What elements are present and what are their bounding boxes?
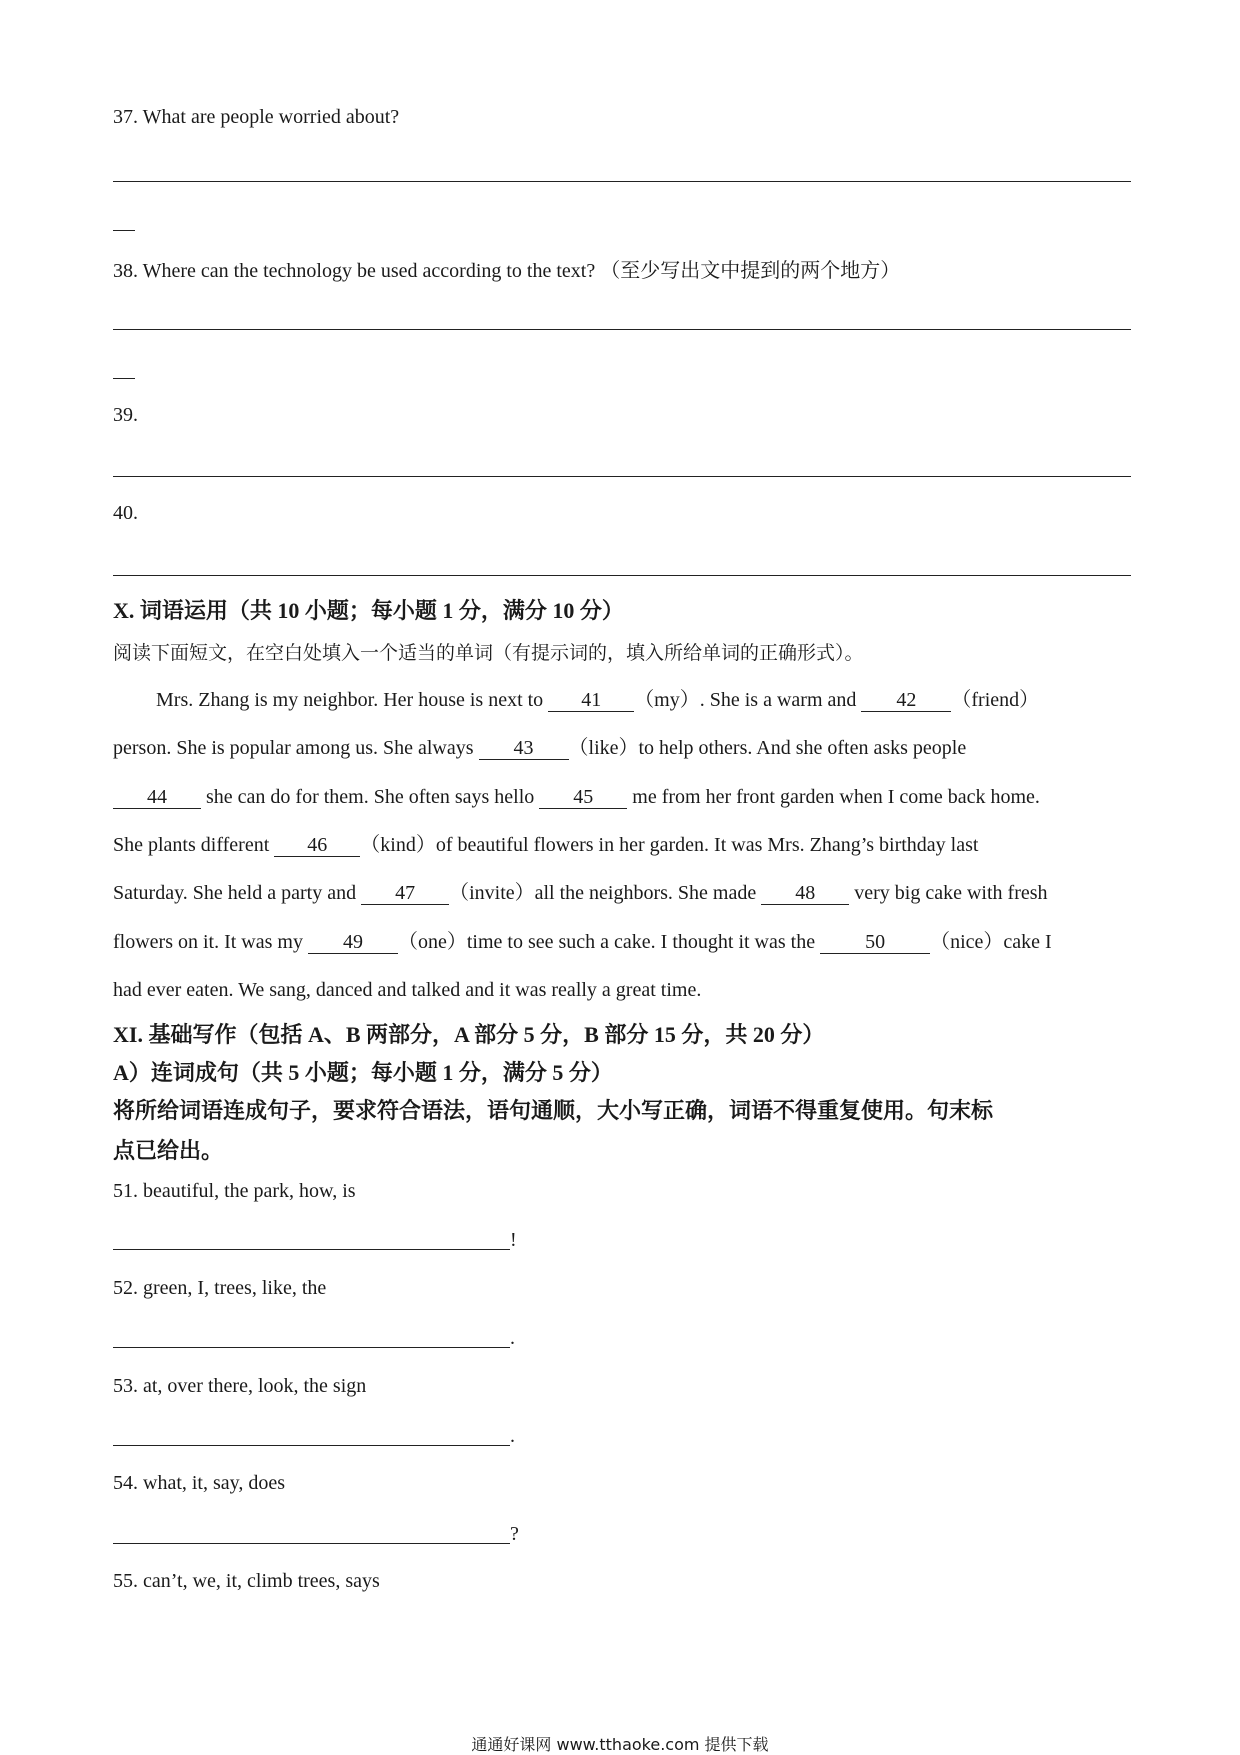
blank-47[interactable]: 47 xyxy=(361,882,449,905)
section-x-heading: X. 词语运用（共 10 小题；每小题 1 分，满分 10 分） xyxy=(113,598,624,623)
passage-text: （my）. She is a warm and xyxy=(634,689,862,711)
page-footer: 通通好课网 www.tthaoke.com 提供下载 xyxy=(471,1735,769,1754)
passage-text: （invite）all the neighbors. She made xyxy=(449,882,762,904)
blank-42[interactable]: 42 xyxy=(861,689,951,712)
section-x-instruction: 阅读下面短文，在空白处填入一个适当的单词（有提示词的，填入所给单词的正确形式）。 xyxy=(113,643,864,664)
blank-44[interactable]: 44 xyxy=(113,786,201,809)
blank-46[interactable]: 46 xyxy=(274,834,360,857)
answer-line-54[interactable] xyxy=(113,1543,510,1544)
passage-line-1 xyxy=(156,676,1039,724)
answer-line-37[interactable] xyxy=(113,181,1131,182)
question-52: 52. green, I, trees, like, the xyxy=(113,1277,327,1299)
passage-text: flowers on it. It was my xyxy=(113,931,308,953)
question-51: 51. beautiful, the park, how, is xyxy=(113,1180,356,1202)
passage-text: person. She is popular among us. She always xyxy=(113,737,479,759)
passage-text: Saturday. She held a party and xyxy=(113,882,362,904)
blank-50[interactable]: 50 xyxy=(820,931,930,954)
end-mark-53: . xyxy=(510,1425,515,1447)
passage-line-6 xyxy=(113,918,1052,966)
passage-line-7: had ever eaten. We sang, danced and talked and it was really a great time. xyxy=(113,979,702,1001)
passage-text: （kind）of beautiful flowers in her garden. It was Mrs. Zhang’s birthday last xyxy=(360,834,979,856)
passage-text: me from her front garden when I come back home. xyxy=(627,786,1040,808)
answer-line-38[interactable] xyxy=(113,329,1131,330)
passage-text: （one）time to see such a cake. I thought it was the xyxy=(397,931,821,953)
passage-text: she can do for them. She often says hello xyxy=(201,786,540,808)
passage-text: （nice）cake I xyxy=(930,931,1052,953)
section-xi-a-heading: A）连词成句（共 5 小题；每小题 1 分，满分 5 分） xyxy=(113,1060,613,1085)
end-mark-52: . xyxy=(510,1327,515,1349)
question-39: 39. xyxy=(113,404,138,426)
section-xi-instruction-line-2: 点已给出。 xyxy=(113,1138,224,1163)
question-38: 38. Where can the technology be used according to the text? （至少写出文中提到的两个地方） xyxy=(113,260,901,282)
blank-45[interactable]: 45 xyxy=(539,786,627,809)
passage-text: Mrs. Zhang is my neighbor. Her house is next to xyxy=(156,689,549,711)
question-53: 53. at, over there, look, the sign xyxy=(113,1375,367,1397)
passage-text: （friend） xyxy=(951,689,1040,711)
answer-line-51[interactable] xyxy=(113,1249,510,1250)
answer-line-39[interactable] xyxy=(113,476,1131,477)
passage-line-4 xyxy=(113,821,978,869)
question-55: 55. can’t, we, it, climb trees, says xyxy=(113,1570,380,1592)
passage-line-3 xyxy=(113,773,1040,821)
blank-48[interactable]: 48 xyxy=(761,882,849,905)
answer-line-53[interactable] xyxy=(113,1445,510,1446)
end-mark-54: ? xyxy=(510,1523,519,1545)
passage-text: very big cake with fresh xyxy=(849,882,1048,904)
section-xi-heading: XI. 基础写作（包括 A、B 两部分，A 部分 5 分，B 部分 15 分，共 20 分） xyxy=(113,1022,825,1047)
question-54: 54. what, it, say, does xyxy=(113,1472,286,1494)
blank-41[interactable]: 41 xyxy=(548,689,634,712)
section-xi-instruction-line-1: 将所给词语连成句子，要求符合语法，语句通顺，大小写正确，词语不得重复使用。句末标 xyxy=(113,1098,994,1123)
end-mark-51: ! xyxy=(510,1229,517,1251)
blank-49[interactable]: 49 xyxy=(308,931,398,954)
passage-line-2 xyxy=(113,724,966,772)
answer-line-37-continuation xyxy=(113,230,135,231)
blank-43[interactable]: 43 xyxy=(479,737,569,760)
question-37: 37. What are people worried about? xyxy=(113,106,400,128)
question-40: 40. xyxy=(113,502,138,524)
passage-line-5 xyxy=(113,869,1048,917)
passage-text: She plants different xyxy=(113,834,275,856)
answer-line-38-continuation xyxy=(113,378,135,379)
answer-line-40[interactable] xyxy=(113,575,1131,576)
answer-line-52[interactable] xyxy=(113,1347,510,1348)
passage-text: （like）to help others. And she often asks people xyxy=(568,737,967,759)
